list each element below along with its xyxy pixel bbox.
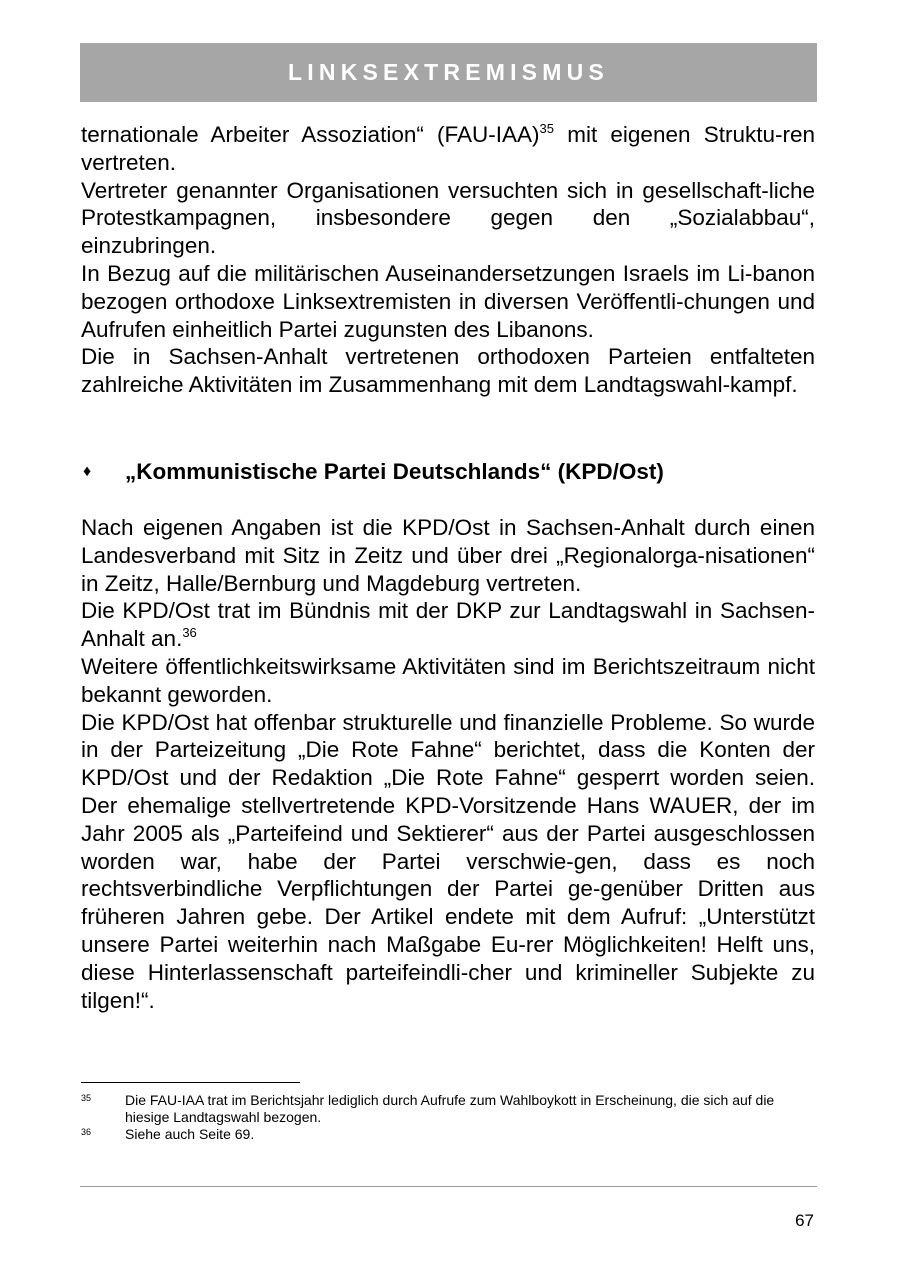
paragraph-fau-iaa	[81, 121, 815, 177]
footnote-35	[81, 1092, 815, 1126]
kpd-text-block	[81, 514, 815, 1014]
page-number: 67	[795, 1211, 814, 1230]
paragraph-text: ternationale Arbeiter Assoziation“ (FAU-IAA)	[81, 122, 540, 147]
page-header-bar	[80, 43, 817, 102]
paragraph-protest-campaigns: Vertreter genannter Organisationen versuchten sich in gesellschaft-liche Protestkampagnen, insbesondere gegen den „Sozialabbau“, einzubringen.	[81, 177, 815, 259]
footnote-number: 35	[81, 1093, 92, 1103]
footnotes	[81, 1092, 815, 1143]
paragraph-kpd-problems: Die KPD/Ost hat offenbar strukturelle und finanzielle Probleme. So wurde in der Parteizeitung „Die Rote Fahne“ berichtet, dass die Konten der KPD/Ost und der Redaktion „Die Rote Fahne“ gesperrt worden seien. Der ehemalige stellvertretende KPD-Vorsitzende Hans WAUER, der im Jahr 2005 als „Parteifeind und Sektierer“ aus der Partei ausgeschlossen worden war, habe der Partei verschwie-gen, dass es noch rechtsverbindliche Verpflichtungen der Partei ge-genüber Dritten aus früheren Jahren gebe. Der Artikel endete mit dem Aufruf: „Unterstützt unsere Partei weiterhin nach Maßgabe Eu-rer Möglichkeiten! Helft uns, diese Hinterlassenschaft parteifeindli-cher und krimineller Subjekte zu tilgen!“.	[81, 709, 815, 1013]
page-header-title: LINKSEXTREMISMUS	[288, 59, 609, 85]
diamond-bullet-icon: ♦	[83, 463, 92, 480]
page-bottom-divider	[80, 1186, 817, 1187]
paragraph-kpd-alliance	[81, 597, 815, 653]
section-heading-text: „Kommunistische Partei Deutschlands“ (KPD/Ost)	[125, 459, 664, 484]
paragraph-text: Die KPD/Ost trat im Bündnis mit der DKP zur Landtagswahl in Sachsen-Anhalt an.	[81, 598, 815, 652]
footnote-36	[81, 1126, 815, 1143]
footnote-text: Die FAU-IAA trat im Berichtsjahr lediglich durch Aufrufe zum Wahlboykott in Erscheinung, die sich auf die hiesige Landtagswahl bezogen.	[125, 1092, 775, 1125]
footnote-ref-35[interactable]: 35	[539, 121, 555, 136]
paragraph-kpd-structure: Nach eigenen Angaben ist die KPD/Ost in Sachsen-Anhalt durch einen Landesverband mit Sitz in Zeitz und über drei „Regionalorga-nisationen“ in Zeitz, Halle/Bernburg und Magdeburg vertreten.	[81, 515, 815, 596]
paragraph-lebanon: In Bezug auf die militärischen Auseinandersetzungen Israels im Li-banon bezogen orthodoxe Linksextremisten in diversen Veröffentli-chungen und Aufrufen einheitlich Partei zugunsten des Libanons.	[81, 260, 815, 342]
footnote-text: Siehe auch Seite 69.	[125, 1126, 255, 1142]
intro-text-block	[81, 121, 815, 399]
paragraph-text: mit eigenen Struktu-ren vertreten.	[81, 122, 815, 175]
section-heading-kpd-ost	[81, 458, 815, 486]
paragraph-kpd-activities: Weitere öffentlichkeitswirksame Aktivitäten sind im Berichtszeitraum nicht bekannt geworden.	[81, 653, 815, 707]
footnote-number: 36	[81, 1127, 92, 1137]
footnote-ref-36[interactable]: 36	[182, 625, 197, 641]
footnote-divider	[81, 1082, 300, 1083]
paragraph-election-campaign: Die in Sachsen-Anhalt vertretenen orthodoxen Parteien entfalteten zahlreiche Aktivitäten im Zusammenhang mit dem Landtagswahl-kampf.	[81, 344, 815, 398]
